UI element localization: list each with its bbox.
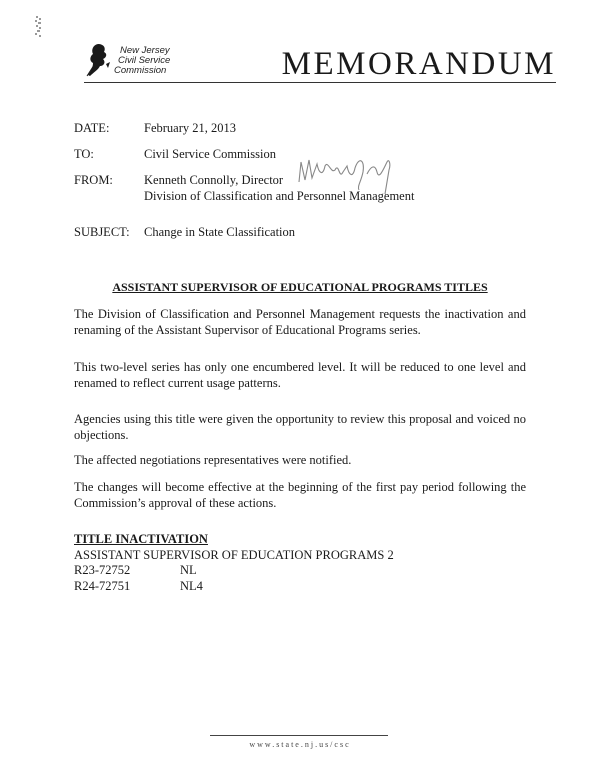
signature-mark	[295, 152, 400, 198]
footer-rule	[210, 735, 388, 736]
from-name: Kenneth Connolly, Director	[144, 173, 284, 187]
scan-speck	[30, 14, 48, 40]
body-paragraph: The Division of Classification and Personnel Management requests the inactivation and renaming of the Assistant Supervisor of Educational Programs series.	[74, 307, 526, 337]
title-level: NL4	[180, 579, 203, 593]
org-name-line3: Commission	[114, 65, 167, 76]
body-paragraph: The affected negotiations representatives were notified.	[74, 453, 352, 467]
body-paragraph: The changes will become effective at the beginning of the first pay period following the Commission’s approval of these actions.	[74, 480, 526, 510]
body-paragraph: Agencies using this title were given the opportunity to review this proposal and voiced no objections.	[74, 412, 526, 442]
agency-logo	[84, 42, 184, 82]
subject-value: Change in State Classification	[144, 225, 296, 239]
section-title: TITLE INACTIVATION	[74, 532, 208, 546]
body-paragraph: This two-level series has only one encumbered level. It will be reduced to one level and renamed to reflect current usage patterns.	[74, 360, 526, 390]
subject-label: SUBJECT:	[74, 225, 130, 239]
from-label: FROM:	[74, 173, 113, 187]
memo-title: MEMORANDUM	[281, 46, 556, 82]
title-code: R24-72751	[74, 579, 131, 593]
date-label: DATE:	[74, 121, 110, 135]
date-value: February 21, 2013	[144, 121, 236, 135]
series-name: ASSISTANT SUPERVISOR OF EDUCATION PROGRAMS 2	[74, 548, 394, 562]
title-code: R23-72752	[74, 563, 131, 577]
header-rule	[84, 82, 556, 83]
org-name-line1: New Jersey	[120, 45, 170, 56]
title-level: NL	[180, 563, 197, 577]
to-label: TO:	[74, 147, 94, 161]
nj-state-seal-icon	[84, 42, 116, 78]
org-name-line2: Civil Service	[118, 55, 171, 66]
footer-url: www.state.nj.us/csc	[249, 740, 351, 749]
to-value: Civil Service Commission	[144, 147, 276, 161]
memo-heading: ASSISTANT SUPERVISOR OF EDUCATIONAL PROGRAMS TITLES	[112, 280, 488, 294]
from-division: Division of Classification and Personnel Management	[144, 189, 415, 203]
